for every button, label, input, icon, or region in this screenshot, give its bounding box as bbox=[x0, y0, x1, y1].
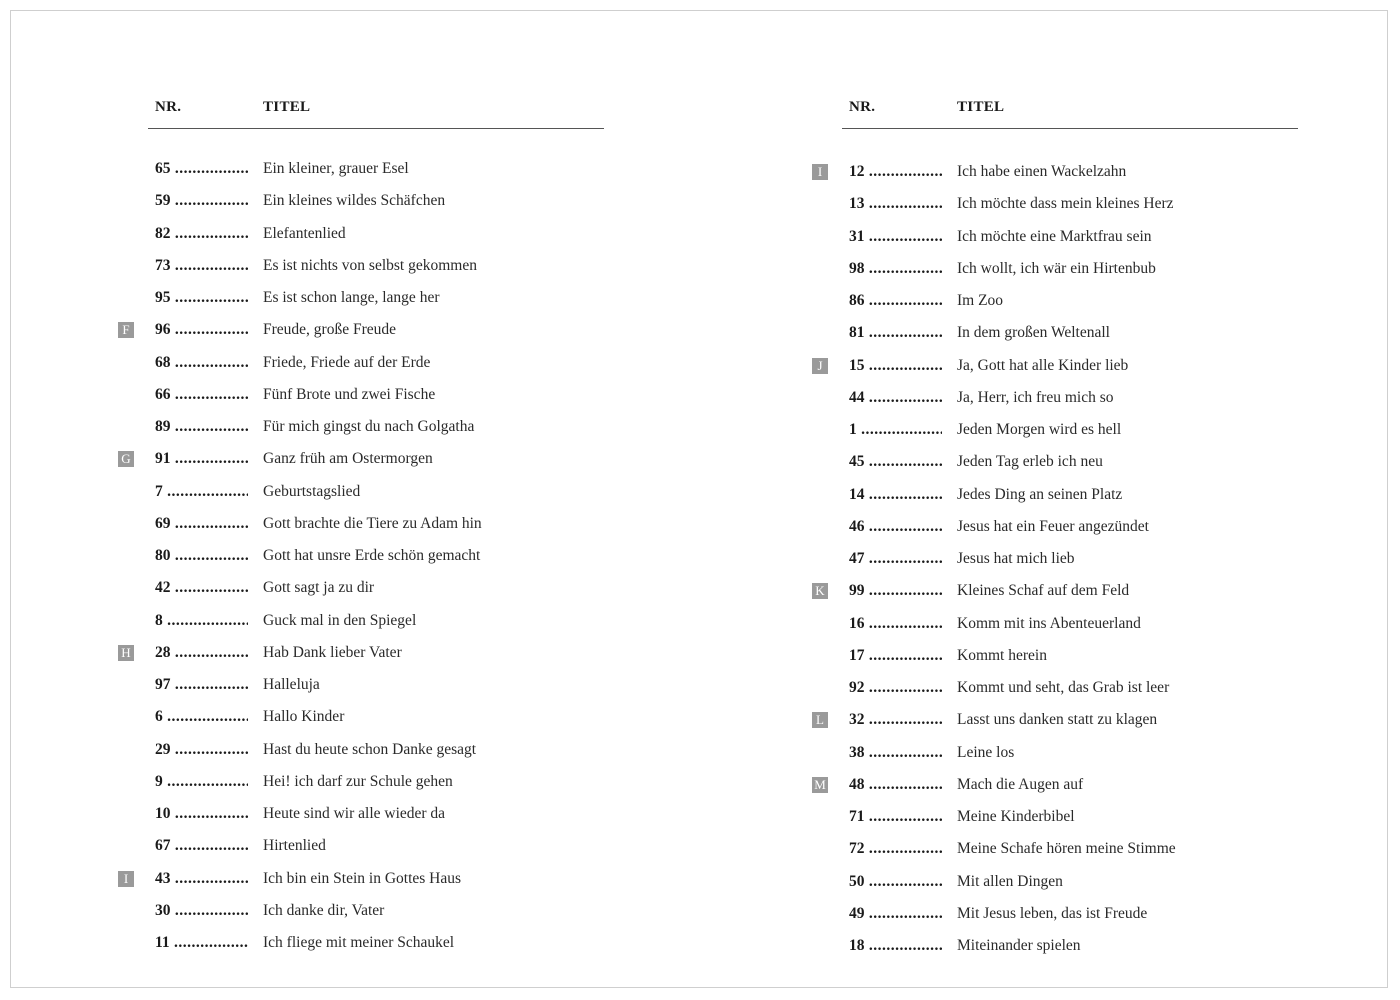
index-row bbox=[842, 323, 1312, 355]
song-title: Hallo Kinder bbox=[263, 708, 345, 726]
song-number: 59 ..... bbox=[155, 191, 248, 211]
index-row bbox=[842, 549, 1312, 581]
index-row bbox=[148, 224, 618, 256]
index-row bbox=[148, 514, 618, 546]
index-row bbox=[842, 259, 1312, 291]
song-number: 31 ..... bbox=[849, 227, 942, 247]
song-number: 16 ..... bbox=[849, 614, 942, 634]
song-title: Gott sagt ja zu dir bbox=[263, 579, 375, 597]
song-title: Lasst uns danken statt zu klagen bbox=[957, 711, 1158, 729]
header-titel: TITEL bbox=[957, 99, 1005, 115]
song-number: 47 ..... bbox=[849, 549, 942, 569]
song-number: 71 ..... bbox=[849, 807, 942, 827]
song-title: Hab Dank lieber Vater bbox=[263, 643, 402, 661]
index-row bbox=[148, 933, 618, 965]
song-title: Fünf Brote und zwei Fische bbox=[263, 385, 436, 403]
song-number: 48 ..... bbox=[849, 775, 942, 795]
letter-marker: H bbox=[118, 645, 134, 661]
song-title: Jesus hat ein Feuer angezündet bbox=[957, 517, 1149, 535]
song-number: 49 ..... bbox=[849, 904, 942, 924]
index-row bbox=[148, 546, 618, 578]
index-row bbox=[815, 581, 1312, 613]
song-number: 17 ..... bbox=[849, 646, 942, 666]
song-number: 13 ..... bbox=[849, 194, 942, 214]
song-title: Friede, Friede auf der Erde bbox=[263, 353, 431, 371]
song-number: 6 ..... bbox=[155, 707, 248, 727]
song-number: 18 ..... bbox=[849, 936, 942, 956]
song-title: Halleluja bbox=[263, 676, 320, 693]
song-number: 81 ..... bbox=[849, 323, 942, 343]
index-row bbox=[148, 836, 618, 868]
song-title: Elefantenlied bbox=[263, 224, 346, 242]
song-title: Guck mal in den Spiegel bbox=[263, 611, 417, 629]
song-title: Kleines Schaf auf dem Feld bbox=[957, 582, 1130, 600]
song-title: Hirtenlied bbox=[263, 837, 326, 855]
song-number: 32 ..... bbox=[849, 710, 942, 730]
song-title: Ja, Gott hat alle Kinder lieb bbox=[957, 356, 1129, 374]
index-row bbox=[842, 194, 1312, 226]
song-title: Ein kleines wildes Schäfchen bbox=[263, 192, 446, 210]
song-title: Jeden Morgen wird es hell bbox=[957, 421, 1122, 438]
index-row bbox=[814, 775, 1312, 807]
letter-marker: M bbox=[812, 777, 828, 793]
song-title: Jedes Ding an seinen Platz bbox=[957, 485, 1123, 503]
song-number: 46 ..... bbox=[849, 517, 942, 537]
index-row bbox=[842, 839, 1312, 871]
song-number: 95 ..... bbox=[155, 288, 248, 308]
letter-marker: L bbox=[812, 712, 828, 728]
index-rows bbox=[814, 162, 1312, 968]
index-row bbox=[148, 772, 618, 804]
index-row bbox=[121, 449, 618, 481]
index-row bbox=[148, 901, 618, 933]
song-number: 92 ..... bbox=[849, 678, 942, 698]
letter-marker: J bbox=[812, 358, 828, 374]
letter-marker: I bbox=[118, 871, 134, 887]
index-row bbox=[148, 417, 618, 449]
song-number: 44 ..... bbox=[849, 388, 942, 408]
song-number: 11 ..... bbox=[155, 933, 248, 953]
song-title: Ich danke dir, Vater bbox=[263, 901, 385, 919]
song-number: 66 ..... bbox=[155, 385, 248, 405]
song-title: Im Zoo bbox=[957, 292, 1004, 309]
index-row bbox=[842, 678, 1312, 710]
index-row bbox=[842, 936, 1312, 968]
song-number: 42 ..... bbox=[155, 578, 248, 598]
index-row bbox=[842, 807, 1312, 839]
index-row bbox=[842, 388, 1312, 420]
song-title: Hast du heute schon Danke gesagt bbox=[263, 740, 477, 758]
index-row bbox=[842, 517, 1312, 549]
index-row bbox=[148, 740, 618, 772]
song-number: 72 ..... bbox=[849, 839, 942, 859]
song-number: 1 ..... bbox=[849, 420, 942, 440]
index-row bbox=[148, 159, 618, 191]
header-nr: NR. bbox=[155, 99, 182, 115]
song-title: Komm mit ins Abenteuerland bbox=[957, 614, 1141, 632]
song-title: Mit allen Dingen bbox=[957, 872, 1063, 890]
document-page bbox=[10, 10, 1388, 988]
song-number: 65 ..... bbox=[155, 159, 248, 179]
song-title: Meine Kinderbibel bbox=[957, 808, 1075, 825]
song-number: 98 ..... bbox=[849, 259, 942, 279]
song-number: 10 ..... bbox=[155, 804, 248, 824]
song-title: Ich habe einen Wackelzahn bbox=[957, 163, 1127, 180]
index-row bbox=[148, 385, 618, 417]
song-number: 97 ..... bbox=[155, 675, 248, 695]
song-title: Meine Schafe hören meine Stimme bbox=[957, 840, 1176, 858]
index-row bbox=[842, 872, 1312, 904]
column-header bbox=[842, 99, 1298, 129]
index-row bbox=[842, 614, 1312, 646]
song-title: Ich wollt, ich wär ein Hirtenbub bbox=[957, 259, 1156, 277]
song-number: 91 ..... bbox=[155, 449, 248, 469]
index-row bbox=[842, 452, 1312, 484]
song-number: 50 ..... bbox=[849, 872, 942, 892]
song-number: 8 ..... bbox=[155, 611, 248, 631]
index-row bbox=[148, 482, 618, 514]
song-title: Geburtstagslied bbox=[263, 482, 361, 500]
song-number: 9 ..... bbox=[155, 772, 248, 792]
letter-marker: K bbox=[812, 583, 828, 599]
song-title: Es ist nichts von selbst gekommen bbox=[263, 256, 477, 274]
index-row bbox=[123, 869, 618, 901]
index-row bbox=[842, 485, 1312, 517]
song-title: Gott hat unsre Erde schön gemacht bbox=[263, 547, 481, 564]
index-column-right bbox=[814, 99, 1312, 968]
song-title: Mit Jesus leben, das ist Freude bbox=[957, 904, 1148, 922]
letter-marker: F bbox=[118, 322, 134, 338]
song-number: 14 ..... bbox=[849, 485, 942, 505]
song-title: Ich möchte dass mein kleines Herz bbox=[957, 195, 1174, 213]
song-title: Mach die Augen auf bbox=[957, 775, 1084, 793]
song-number: 96 ..... bbox=[155, 320, 248, 340]
index-row bbox=[122, 320, 618, 352]
song-title: Hei! ich darf zur Schule gehen bbox=[263, 772, 453, 790]
index-rows bbox=[121, 159, 618, 965]
song-number: 29 ..... bbox=[155, 740, 248, 760]
song-title: Jeden Tag erleb ich neu bbox=[957, 453, 1103, 471]
song-title: Gott brachte die Tiere zu Adam hin bbox=[263, 514, 482, 532]
song-title: Ganz früh am Ostermorgen bbox=[263, 450, 433, 468]
song-number: 82 ..... bbox=[155, 224, 248, 244]
song-title: Heute sind wir alle wieder da bbox=[263, 805, 446, 822]
index-row bbox=[148, 707, 618, 739]
song-number: 15 ..... bbox=[849, 356, 942, 376]
index-row bbox=[148, 353, 618, 385]
song-number: 99 ..... bbox=[849, 581, 942, 601]
index-row bbox=[817, 162, 1312, 194]
index-row bbox=[817, 356, 1312, 388]
song-title: Es ist schon lange, lange her bbox=[263, 289, 440, 306]
index-row bbox=[148, 675, 618, 707]
song-title: Ein kleiner, grauer Esel bbox=[263, 160, 409, 177]
song-number: 68 ..... bbox=[155, 353, 248, 373]
column-header bbox=[148, 99, 604, 129]
song-number: 28 ..... bbox=[155, 643, 248, 663]
song-title: Kommt herein bbox=[957, 646, 1047, 664]
index-row bbox=[816, 710, 1312, 742]
index-row bbox=[842, 227, 1312, 259]
song-title: In dem großen Weltenall bbox=[957, 324, 1110, 342]
index-row bbox=[148, 804, 618, 836]
letter-marker: G bbox=[118, 451, 134, 467]
song-number: 45 ..... bbox=[849, 452, 942, 472]
song-title: Jesus hat mich lieb bbox=[957, 550, 1075, 567]
song-title: Für mich gingst du nach Golgatha bbox=[263, 418, 475, 435]
song-number: 86 ..... bbox=[849, 291, 942, 311]
index-row bbox=[842, 743, 1312, 775]
song-number: 12 ..... bbox=[849, 162, 942, 182]
letter-marker: I bbox=[812, 164, 828, 180]
song-number: 69 ..... bbox=[155, 514, 248, 534]
song-title: Ja, Herr, ich freu mich so bbox=[957, 388, 1114, 406]
song-title: Ich bin ein Stein in Gottes Haus bbox=[263, 869, 462, 887]
song-number: 73 ..... bbox=[155, 256, 248, 276]
song-title: Miteinander spielen bbox=[957, 937, 1081, 954]
song-number: 30 ..... bbox=[155, 901, 248, 921]
song-number: 38 ..... bbox=[849, 743, 942, 763]
song-number: 89 ..... bbox=[155, 417, 248, 437]
song-number: 43 ..... bbox=[155, 869, 248, 889]
song-title: Leine los bbox=[957, 743, 1015, 761]
index-row bbox=[148, 288, 618, 320]
index-row bbox=[148, 611, 618, 643]
index-row bbox=[842, 420, 1312, 452]
song-title: Kommt und seht, das Grab ist leer bbox=[957, 679, 1170, 696]
index-row bbox=[148, 578, 618, 610]
index-row bbox=[148, 191, 618, 223]
song-number: 7 ..... bbox=[155, 482, 248, 502]
song-title: Ich möchte eine Marktfrau sein bbox=[957, 227, 1152, 245]
index-row bbox=[148, 256, 618, 288]
index-column-left bbox=[121, 99, 618, 965]
header-nr: NR. bbox=[849, 99, 876, 115]
index-row bbox=[842, 646, 1312, 678]
header-titel: TITEL bbox=[263, 99, 311, 115]
index-row bbox=[842, 291, 1312, 323]
index-row bbox=[121, 643, 618, 675]
song-title: Freude, große Freude bbox=[263, 321, 396, 339]
song-number: 67 ..... bbox=[155, 836, 248, 856]
song-title: Ich fliege mit meiner Schaukel bbox=[263, 934, 455, 951]
song-number: 80 ..... bbox=[155, 546, 248, 566]
index-row bbox=[842, 904, 1312, 936]
